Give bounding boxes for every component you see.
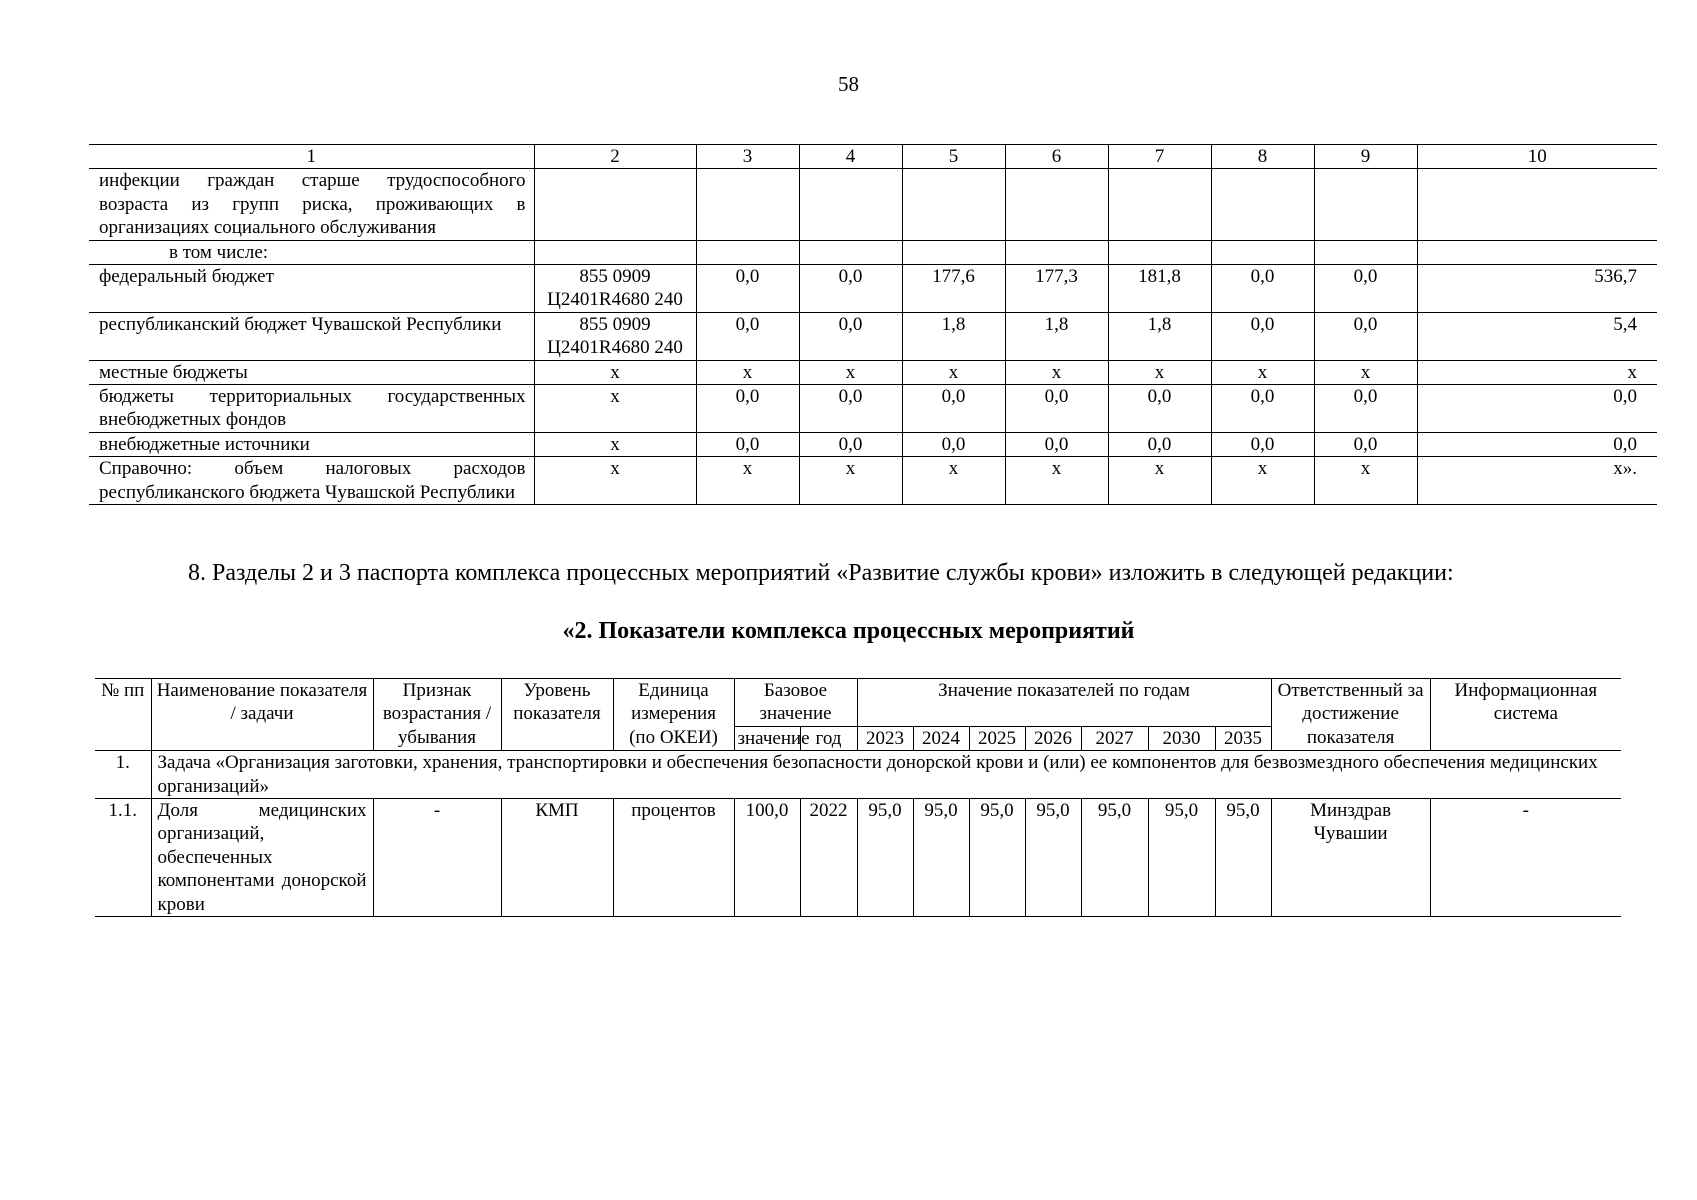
col-header: 1 xyxy=(89,145,534,169)
value-cell xyxy=(1108,169,1211,240)
value-cell: 5,4 xyxy=(1417,312,1657,360)
value-cell: 177,6 xyxy=(902,265,1005,313)
page-number: 58 xyxy=(838,72,859,96)
value-cell: 1,8 xyxy=(1108,312,1211,360)
col-header: 2 xyxy=(534,145,696,169)
budget-code: х xyxy=(534,432,696,456)
col-header: 4 xyxy=(799,145,902,169)
value-cell: 0,0 xyxy=(696,385,799,433)
value-cell: 0,0 xyxy=(1211,312,1314,360)
table-row xyxy=(89,457,1657,505)
value-cell: х xyxy=(1108,457,1211,505)
indicators-table xyxy=(95,678,1621,917)
table-row xyxy=(89,312,1657,360)
col-header-num: № пп xyxy=(95,679,151,751)
col-header-base-year: год xyxy=(800,726,857,750)
value-cell: 0,0 xyxy=(902,385,1005,433)
budget-code xyxy=(534,169,696,240)
value-cell: 0,0 xyxy=(1417,432,1657,456)
value-cell xyxy=(1314,240,1417,264)
value-cell: 0,0 xyxy=(696,312,799,360)
value-cell: х». xyxy=(1417,457,1657,505)
value-cell xyxy=(1108,240,1211,264)
col-header-year: 2035 xyxy=(1215,726,1271,750)
value-cell: х xyxy=(1005,360,1108,384)
col-header: 9 xyxy=(1314,145,1417,169)
col-header-year: 2023 xyxy=(857,726,913,750)
section-title: «2. Показатели комплекса процессных мероприятий xyxy=(562,618,1135,644)
value-cell: 0,0 xyxy=(1314,265,1417,313)
value-cell: х xyxy=(1314,360,1417,384)
value-cell: 0,0 xyxy=(1108,432,1211,456)
value-cell: 0,0 xyxy=(902,432,1005,456)
value-cell: 0,0 xyxy=(1211,385,1314,433)
col-header: 10 xyxy=(1417,145,1657,169)
value-cell: 0,0 xyxy=(1005,385,1108,433)
row-label: местные бюджеты xyxy=(89,360,534,384)
value-cell: х xyxy=(696,360,799,384)
value-cell xyxy=(1005,240,1108,264)
indicator-level: КМП xyxy=(501,799,613,917)
table-row xyxy=(89,169,1657,240)
indicator-base-year: 2022 xyxy=(800,799,857,917)
row-label: внебюджетные источники xyxy=(89,432,534,456)
table-row xyxy=(89,385,1657,433)
value-cell: 1,8 xyxy=(1005,312,1108,360)
col-header-year: 2026 xyxy=(1025,726,1081,750)
value-cell xyxy=(1314,169,1417,240)
value-cell: х xyxy=(1417,360,1657,384)
value-cell: х xyxy=(1314,457,1417,505)
value-cell xyxy=(1211,169,1314,240)
value-cell: 0,0 xyxy=(1314,312,1417,360)
value-cell: 177,3 xyxy=(1005,265,1108,313)
value-cell: 0,0 xyxy=(1005,432,1108,456)
value-cell: х xyxy=(799,457,902,505)
value-cell: х xyxy=(1211,360,1314,384)
table-row xyxy=(89,432,1657,456)
value-cell xyxy=(1417,169,1657,240)
col-header-unit: Единица измерения (по ОКЕИ) xyxy=(613,679,734,751)
value-cell: 536,7 xyxy=(1417,265,1657,313)
indicator-name: Доля медицинских организаций, обеспеченных компонентами донорской крови xyxy=(151,799,373,917)
value-cell: 0,0 xyxy=(799,432,902,456)
value-cell: 181,8 xyxy=(1108,265,1211,313)
task-text: Задача «Организация заготовки, хранения, транспортировки и обеспечения безопасности донорской крови и (или) ее компонентов для безвозмездного обеспечения медицинских организаций» xyxy=(151,751,1621,799)
col-header-year: 2027 xyxy=(1081,726,1148,750)
col-header-level: Уровень показателя xyxy=(501,679,613,751)
value-cell xyxy=(1211,240,1314,264)
indicator-sign: - xyxy=(373,799,501,917)
col-header: 3 xyxy=(696,145,799,169)
value-cell: 0,0 xyxy=(799,312,902,360)
value-cell: х xyxy=(799,360,902,384)
value-cell: х xyxy=(1108,360,1211,384)
indicator-year-value: 95,0 xyxy=(969,799,1025,917)
value-cell: 1,8 xyxy=(902,312,1005,360)
row-label: республиканский бюджет Чувашской Республики xyxy=(89,312,534,360)
value-cell xyxy=(799,240,902,264)
col-header-values-by-year: Значение показателей по годам xyxy=(857,679,1271,727)
budget-code: х xyxy=(534,385,696,433)
indicator-responsible: Минздрав Чувашии xyxy=(1271,799,1430,917)
col-header-year: 2030 xyxy=(1148,726,1215,750)
value-cell xyxy=(696,240,799,264)
value-cell: 0,0 xyxy=(1211,432,1314,456)
indicator-year-value: 95,0 xyxy=(1215,799,1271,917)
row-label: в том числе: xyxy=(89,240,534,264)
value-cell: 0,0 xyxy=(799,265,902,313)
col-header-year: 2025 xyxy=(969,726,1025,750)
value-cell xyxy=(1417,240,1657,264)
value-cell: 0,0 xyxy=(1417,385,1657,433)
indicator-year-value: 95,0 xyxy=(913,799,969,917)
col-header-sign: Признак возрастания / убывания xyxy=(373,679,501,751)
value-cell: 0,0 xyxy=(1108,385,1211,433)
task-number: 1. xyxy=(95,751,151,799)
table-row xyxy=(89,240,1657,264)
budget-code: 855 0909 Ц2401R4680 240 xyxy=(534,265,696,313)
row-label: федеральный бюджет xyxy=(89,265,534,313)
indicator-info-system: - xyxy=(1430,799,1621,917)
value-cell: 0,0 xyxy=(1314,432,1417,456)
table-row xyxy=(89,360,1657,384)
indicator-year-value: 95,0 xyxy=(1081,799,1148,917)
task-row xyxy=(95,751,1621,799)
budget-code: 855 0909 Ц2401R4680 240 xyxy=(534,312,696,360)
row-label: Справочно: объем налоговых расходов республиканского бюджета Чувашской Республики xyxy=(89,457,534,505)
col-header: 8 xyxy=(1211,145,1314,169)
col-header-info-system: Информационная система xyxy=(1430,679,1621,751)
value-cell xyxy=(696,169,799,240)
indicator-number: 1.1. xyxy=(95,799,151,917)
value-cell xyxy=(1005,169,1108,240)
indicator-year-value: 95,0 xyxy=(857,799,913,917)
value-cell xyxy=(799,169,902,240)
value-cell: 0,0 xyxy=(1211,265,1314,313)
indicator-year-value: 95,0 xyxy=(1148,799,1215,917)
value-cell xyxy=(902,240,1005,264)
col-header: 6 xyxy=(1005,145,1108,169)
row-label: инфекции граждан старше трудоспособного возраста из групп риска, проживающих в организациях социального обслуживания xyxy=(89,169,534,240)
value-cell: х xyxy=(902,457,1005,505)
col-header-base-value: значение xyxy=(734,726,800,750)
col-header-year: 2024 xyxy=(913,726,969,750)
table-row xyxy=(89,265,1657,313)
budget-code: х xyxy=(534,360,696,384)
col-header: 7 xyxy=(1108,145,1211,169)
col-header-base: Базовое значение xyxy=(734,679,857,726)
indicators-header-row xyxy=(95,679,1621,726)
col-header: 5 xyxy=(902,145,1005,169)
budget-table xyxy=(89,144,1657,505)
budget-code xyxy=(534,240,696,264)
col-header-responsible: Ответственный за достижение показателя xyxy=(1271,679,1430,751)
indicator-unit: процентов xyxy=(613,799,734,917)
indicator-year-value: 95,0 xyxy=(1025,799,1081,917)
budget-table-header-row xyxy=(89,145,1657,169)
indicator-base-value: 100,0 xyxy=(734,799,800,917)
col-header-name: Наименование показателя / задачи xyxy=(151,679,373,751)
value-cell: 0,0 xyxy=(696,432,799,456)
amendment-paragraph: 8. Разделы 2 и 3 паспорта комплекса процессных мероприятий «Развитие службы крови» изложить в следующей редакции: xyxy=(188,560,1454,586)
value-cell: 0,0 xyxy=(799,385,902,433)
value-cell: х xyxy=(696,457,799,505)
indicator-row xyxy=(95,799,1621,917)
value-cell: х xyxy=(1005,457,1108,505)
value-cell: х xyxy=(1211,457,1314,505)
budget-code: х xyxy=(534,457,696,505)
value-cell: 0,0 xyxy=(1314,385,1417,433)
value-cell: 0,0 xyxy=(696,265,799,313)
row-label: бюджеты территориальных государственных внебюджетных фондов xyxy=(89,385,534,433)
value-cell: х xyxy=(902,360,1005,384)
value-cell xyxy=(902,169,1005,240)
